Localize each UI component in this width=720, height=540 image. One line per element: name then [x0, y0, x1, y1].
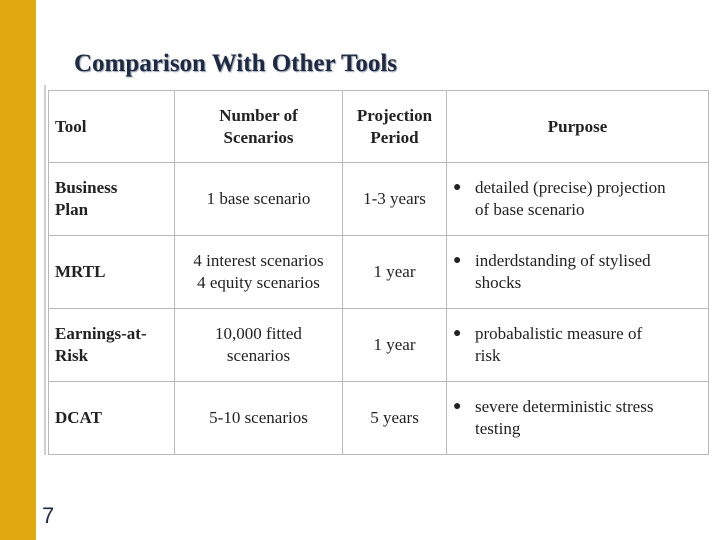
- comparison-table: [48, 90, 709, 455]
- header-purpose: Purpose: [447, 91, 709, 163]
- slide-title: Comparison With Other Tools: [74, 50, 397, 77]
- purpose-cell: ● probabalistic measure of risk: [447, 309, 709, 382]
- table-header-row: [49, 91, 709, 163]
- table-row: [49, 309, 709, 382]
- header-scenarios: [175, 91, 343, 163]
- period-cell: 1 year: [343, 309, 447, 382]
- scenarios-cell: 10,000 fitted scenarios: [175, 309, 343, 382]
- bullet-icon: ●: [453, 253, 462, 268]
- header-period: [343, 91, 447, 163]
- purpose-cell: ● detailed (precise) projection of base scenario: [447, 163, 709, 236]
- period-cell: 1-3 years: [343, 163, 447, 236]
- header-period-line2: Period: [370, 127, 419, 147]
- tool-cell: Earnings-at- Risk: [49, 309, 175, 382]
- slide-number: 7: [42, 503, 55, 528]
- table-row: [49, 382, 709, 455]
- scenarios-cell: 4 interest scenarios 4 equity scenarios: [175, 236, 343, 309]
- bullet-icon: ●: [453, 326, 462, 341]
- tool-cell: Business Plan: [49, 163, 175, 236]
- header-tool: Tool: [49, 91, 175, 163]
- bullet-icon: ●: [453, 180, 462, 195]
- period-cell: 5 years: [343, 382, 447, 455]
- tool-cell: MRTL: [49, 236, 175, 309]
- scenarios-cell: 1 base scenario: [175, 163, 343, 236]
- scenarios-cell: 5-10 scenarios: [175, 382, 343, 455]
- header-scenarios-line1: Number of: [219, 105, 298, 125]
- table-row: [49, 163, 709, 236]
- left-accent-bar: [0, 0, 36, 540]
- tool-cell: DCAT: [49, 382, 175, 455]
- bullet-icon: ●: [453, 399, 462, 414]
- header-scenarios-line2: Scenarios: [223, 127, 294, 147]
- table-row: [49, 236, 709, 309]
- vertical-divider: [44, 85, 46, 455]
- purpose-cell: ● inderdstanding of stylised shocks: [447, 236, 709, 309]
- period-cell: 1 year: [343, 236, 447, 309]
- header-period-line1: Projection: [356, 105, 433, 125]
- purpose-cell: ● severe deterministic stress testing: [447, 382, 709, 455]
